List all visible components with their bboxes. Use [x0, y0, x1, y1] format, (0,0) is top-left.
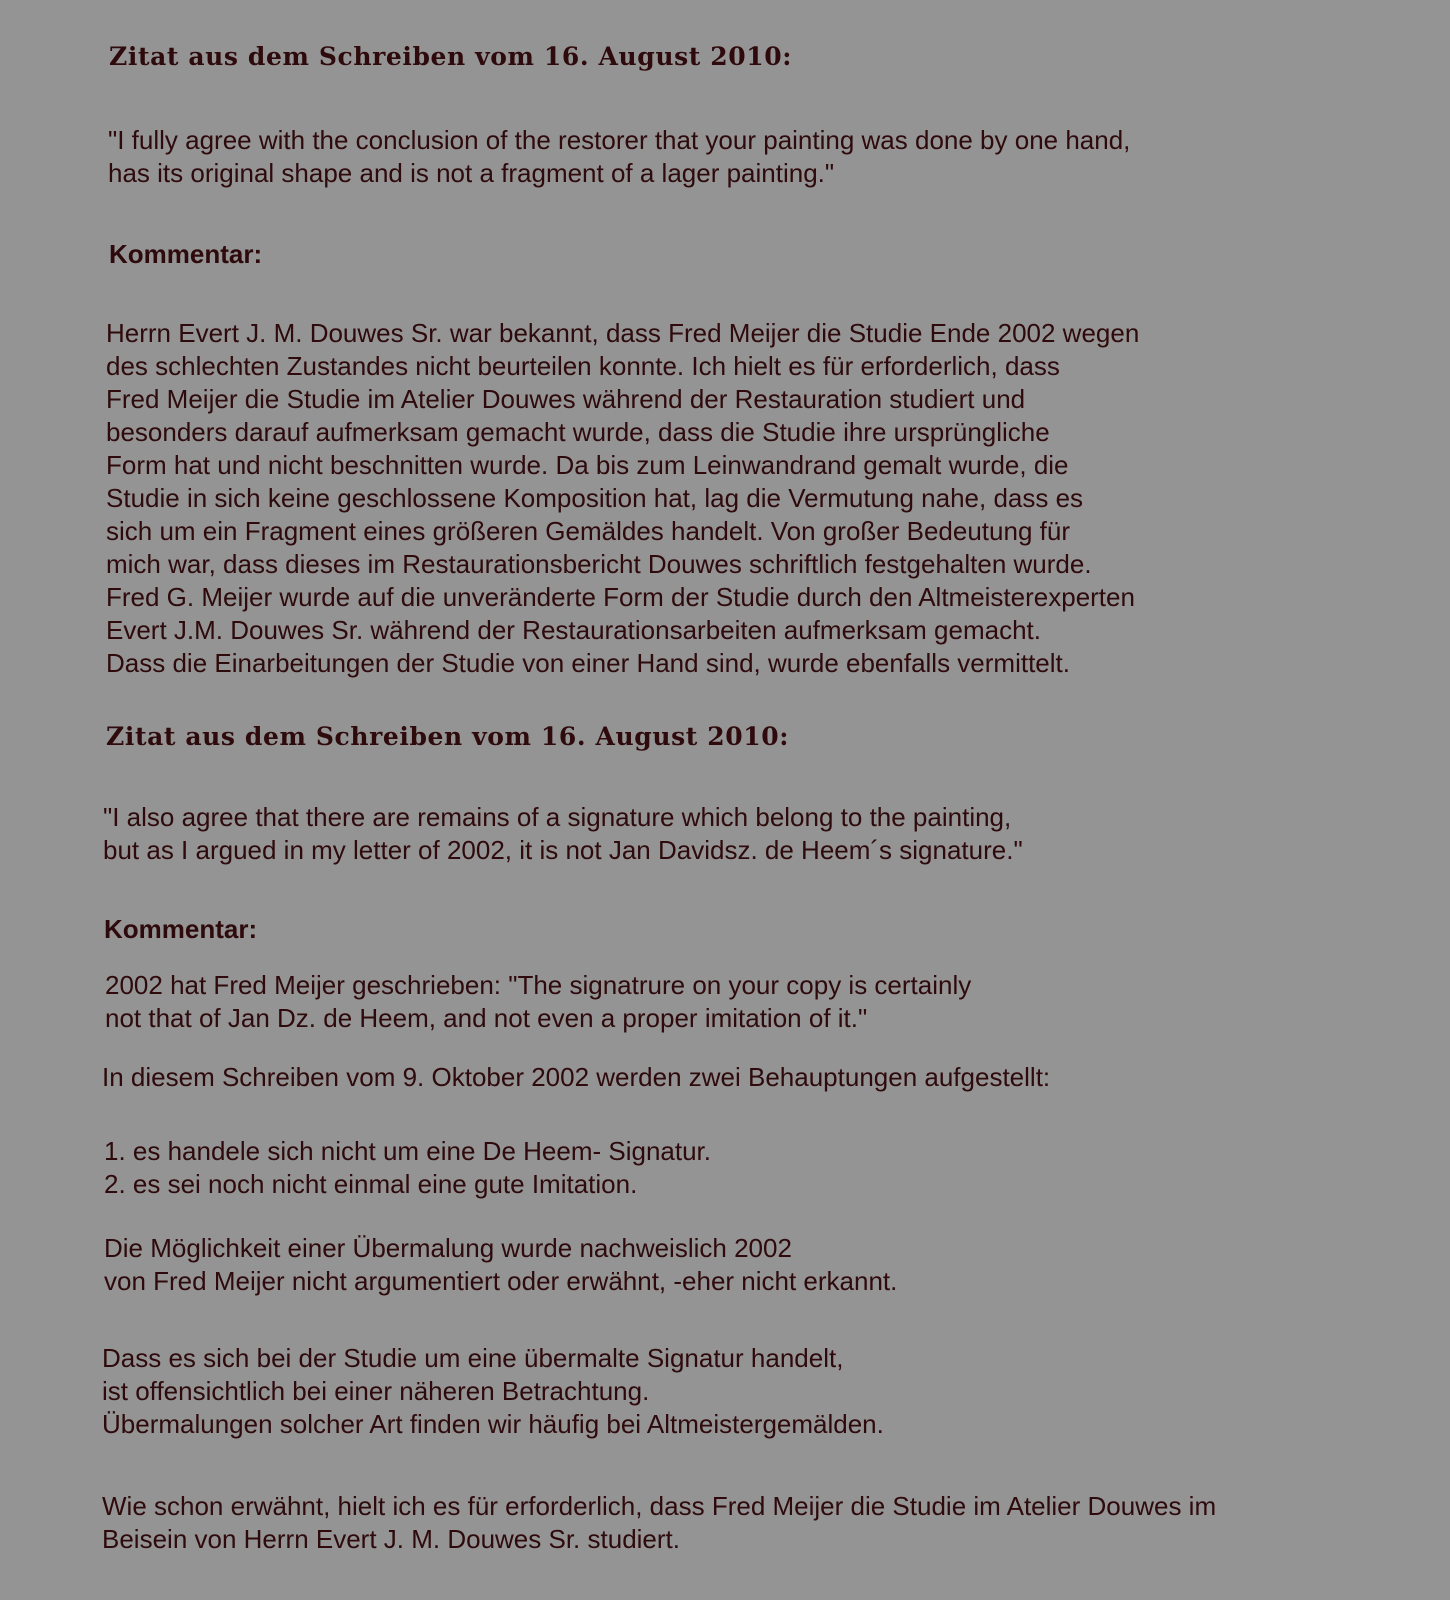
text-line: Fred Meijer die Studie im Atelier Douwes während der Restauration studiert und	[106, 384, 1026, 414]
text-line: des schlechten Zustandes nicht beurteilen konnte. Ich hielt es für erforderlich, dass	[106, 351, 1060, 381]
comment-paragraph	[106, 317, 1139, 680]
comment-paragraph	[102, 1490, 1216, 1556]
text-line: Wie schon erwähnt, hielt ich es für erforderlich, dass Fred Meijer die Studie im Atelier Douwes im	[102, 1491, 1217, 1521]
comment-paragraph	[102, 1342, 884, 1441]
numbered-list	[104, 1135, 711, 1201]
quote-paragraph	[108, 124, 1130, 190]
text-line: not that of Jan Dz. de Heem, and not even a proper imitation of it."	[105, 1003, 868, 1033]
text-line: sich um ein Fragment eines größeren Gemäldes handelt. Von großer Bedeutung für	[106, 516, 1070, 546]
text-line: 2002 hat Fred Meijer geschrieben: "The signatrure on your copy is certainly	[105, 970, 972, 1000]
comment-heading: Kommentar:	[109, 239, 263, 269]
text-line: mich war, dass dieses im Restaurationsbericht Douwes schriftlich festgehalten wurde.	[106, 549, 1092, 579]
text-line: von Fred Meijer nicht argumentiert oder erwähnt, -eher nicht erkannt.	[104, 1266, 898, 1296]
text-line: Dass es sich bei der Studie um eine übermalte Signatur handelt,	[102, 1343, 844, 1373]
text-line: Evert J.M. Douwes Sr. während der Restaurationsarbeiten aufmerksam gemacht.	[106, 615, 1041, 645]
text-line: ist offensichtlich bei einer näheren Betrachtung.	[102, 1376, 650, 1406]
list-item: 2. es sei noch nicht einmal eine gute Imitation.	[104, 1169, 638, 1199]
quote-heading: Zitat aus dem Schreiben vom 16. August 2010:	[106, 722, 790, 751]
text-line: has its original shape and is not a fragment of a lager painting."	[108, 158, 835, 188]
text-line: Beisein von Herrn Evert J. M. Douwes Sr. studiert.	[102, 1524, 680, 1554]
text-line: besonders darauf aufmerksam gemacht wurde, dass die Studie ihre ursprüngliche	[106, 417, 1050, 447]
comment-paragraph	[102, 1061, 1050, 1094]
text-line: Dass die Einarbeitungen der Studie von einer Hand sind, wurde ebenfalls vermittelt.	[106, 648, 1070, 678]
quote-paragraph	[103, 801, 1023, 867]
text-line: In diesem Schreiben vom 9. Oktober 2002 werden zwei Behauptungen aufgestellt:	[102, 1062, 1051, 1092]
text-line: Form hat und nicht beschnitten wurde. Da bis zum Leinwandrand gemalt wurde, die	[106, 450, 1069, 480]
text-line: but as I argued in my letter of 2002, it is not Jan Davidsz. de Heem´s signature."	[103, 835, 1023, 865]
comment-heading: Kommentar:	[104, 914, 258, 944]
comment-paragraph	[104, 1232, 897, 1298]
comment-paragraph	[105, 969, 971, 1035]
text-line: "I fully agree with the conclusion of the restorer that your painting was done by one hand,	[108, 125, 1131, 155]
text-line: Fred G. Meijer wurde auf die unveränderte Form der Studie durch den Altmeisterexperten	[106, 582, 1135, 612]
text-line: Studie in sich keine geschlossene Komposition hat, lag die Vermutung nahe, dass es	[106, 483, 1084, 513]
text-line: "I also agree that there are remains of a signature which belong to the painting,	[103, 802, 1012, 832]
text-line: Herrn Evert J. M. Douwes Sr. war bekannt, dass Fred Meijer die Studie Ende 2002 wegen	[106, 318, 1140, 348]
list-item: 1. es handele sich nicht um eine De Heem- Signatur.	[104, 1136, 712, 1166]
text-line: Übermalungen solcher Art finden wir häufig bei Altmeistergemälden.	[102, 1409, 884, 1439]
text-line: Die Möglichkeit einer Übermalung wurde nachweislich 2002	[104, 1233, 792, 1263]
quote-heading: Zitat aus dem Schreiben vom 16. August 2010:	[109, 42, 793, 71]
